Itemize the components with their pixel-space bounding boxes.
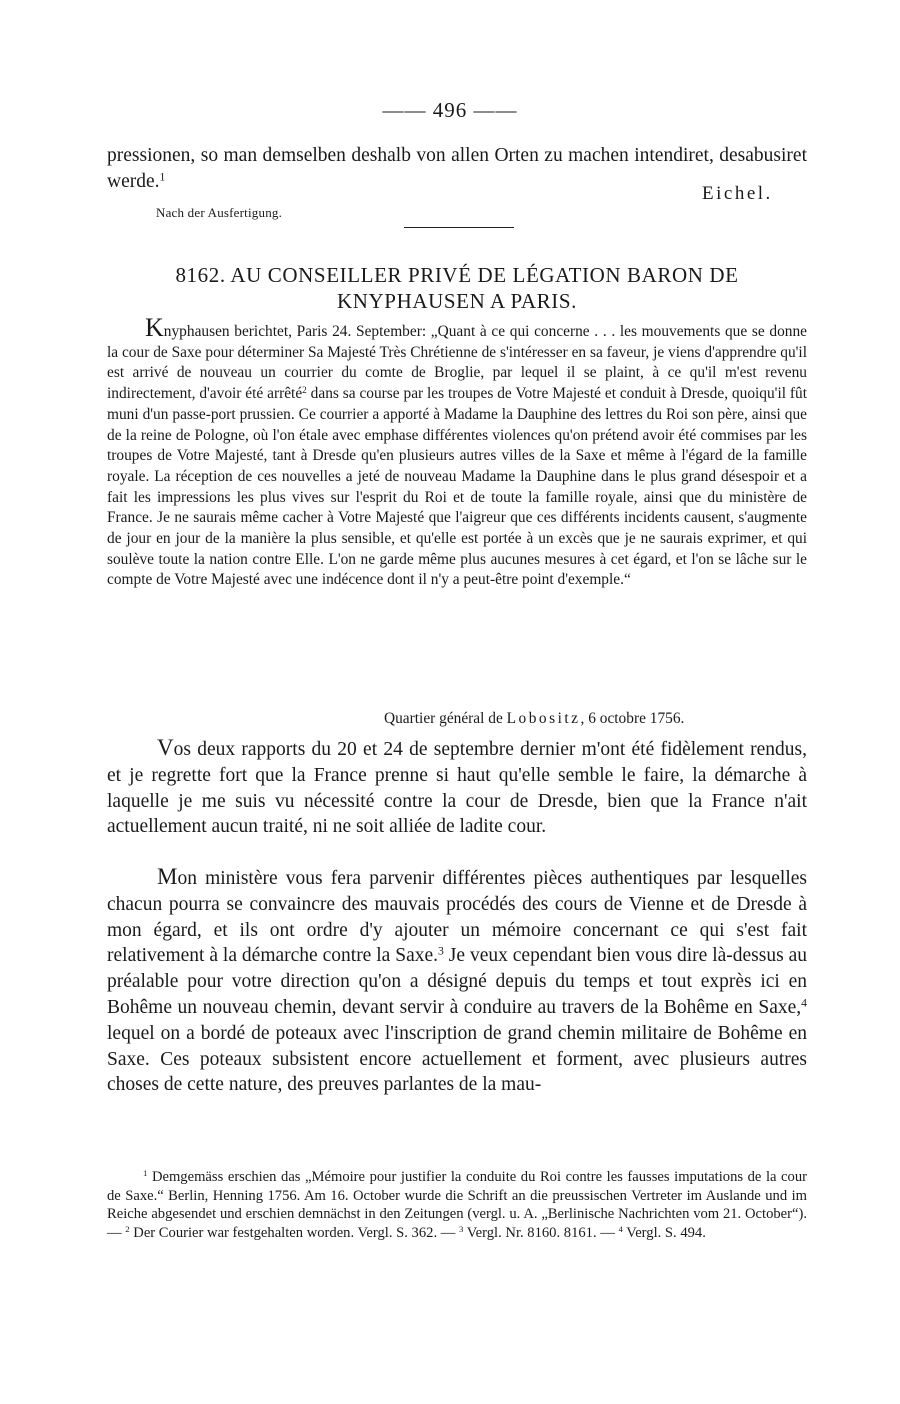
signature: Eichel. <box>702 183 773 204</box>
place-name: Lobositz <box>506 710 581 727</box>
page-number: —— 496 —— <box>382 98 518 122</box>
letter-paragraph-2 <box>107 866 807 1098</box>
footnote-ref-4: 4 <box>801 996 807 1010</box>
section-divider <box>404 227 514 228</box>
footnote-ref-1: 1 <box>159 170 166 184</box>
paragraph-2-text-b: Je veux cependant bien vous dire là-dessus au préalable pour votre direction qu'on a désigné depuis du temps et tout exprès ici en Bohême un nouveau chemin, devant servir à conduire au travers de la Bohême en Saxe, <box>107 945 807 1018</box>
footnote-4-text: Vergl. S. 494. <box>622 1224 706 1241</box>
report-initial: K <box>145 313 164 342</box>
footnote-1-mark: 1 <box>143 1168 148 1179</box>
place-date-line <box>384 710 684 728</box>
paragraph-2-text-c: lequel on a bordé de poteaux avec l'inscription de grand chemin militaire de Bohême en Saxe. Ces poteaux subsistent encore actuellement et forment, avec plusieurs autres choses de cette nature, des preuves parlantes de la mau- <box>107 1022 807 1096</box>
footnotes <box>107 1168 807 1242</box>
paragraph-1-initial: V <box>157 735 174 760</box>
letter-heading-line-1: 8162. AU CONSEILLER PRIVÉ DE LÉGATION BARON DE <box>175 263 739 287</box>
report-text-continued: dans sa course par les troupes de Votre Majesté et conduit à Dresde, quoiqu'il fût muni d'un passe-port prussien. Ce courrier a apporté à Madame la Dauphine des lettres du Roi son père, ainsi que de la reine de Pologne, où l'on étale avec emphase différentes violences qu'on prétend avoir été commises par les troupes de Votre Majesté, tant à Dresde qu'en plusieurs autres villes de la Saxe et même à l'égard de la famille royale. La réception de ces nouvelles a jeté de nouveau Madame la Dauphine dans le plus grand désespoir et a fait les impressions les plus vives sur l'esprit du Roi et de toute la famille royale, ainsi que du ministère de France. Je ne saurais même cacher à Votre Majesté que l'aigreur que ces différents incidents causent, s'augmente de jour en jour de la manière la plus sensible, et qu'elle est portée à un excès que je ne saurais exprimer, et qui soulève toute la nation contre Elle. L'on ne garde même plus aucunes mesures à cet égard, et l'on se lâche sur le compte de Votre Majesté avec une indécence dont il n'y a peut-être point d'exemple.“ <box>107 385 807 589</box>
footnote-3-mark: 3 <box>459 1223 464 1234</box>
place-date: , 6 octobre 1756. <box>580 710 685 727</box>
report-text: nyphausen berichtet, Paris 24. September: „Quant à ce qui concerne . . . les mouvements que se donne la cour de Saxe pour déterminer Sa Majesté Très Chrétienne de s'intéresser en sa faveur, je viens d'apprendre qu'il est arrivé de nouveau un courrier du comte de Broglie, par lequel il se plaint, à ce qu'il m'est revenu indirectement, d'avoir été arrêté <box>107 323 807 403</box>
letter-heading <box>107 262 807 314</box>
continuation-text: pressionen, so man demselben deshalb von allen Orten zu machen intendiret, desabusiret werde. <box>107 145 807 192</box>
footnote-ref-2: 2 <box>302 385 307 396</box>
footnote-2-mark: 2 <box>125 1223 130 1234</box>
source-note: Nach der Ausfertigung. <box>156 205 283 220</box>
paragraph-1-text: os deux rapports du 20 et 24 de septembre dernier m'ont été fidèlement rendus, et je regrette fort que la France prenne si haut qu'elle semble le faire, la démarche à laquelle je me suis vu nécessité contre la cour de Dresde, bien que la France n'ait actuellement aucun traité, ni ne soit alliée de ladite cour. <box>107 739 807 838</box>
paragraph-2-initial: M <box>157 864 178 889</box>
letter-heading-line-2: KNYPHAUSEN A PARIS. <box>337 289 577 313</box>
paragraph-2-text-a: on ministère vous fera parvenir différentes pièces authentiques par lesquelles chacun pourra se convaincre des mauvais procédés des cours de Vienne et de Dresde à mon égard, et ils ont ordre d'y ajouter un mémoire concernant ce qui s'est fait relativement à la démarche contre la Saxe. <box>107 868 807 967</box>
footnote-2-text: Der Courier war festgehalten worden. Vergl. S. 362. — <box>129 1224 459 1241</box>
place-prefix: Quartier général de <box>384 710 507 727</box>
footnote-ref-3: 3 <box>438 944 444 958</box>
report-summary <box>107 313 807 591</box>
footnote-1-text: Demgemäss erschien das „Mémoire pour justifier la conduite du Roi contre les fausses imputations de la cour de Saxe.“ Berlin, Henning 1756. Am 16. October wurde die Schrift an die preussischen Vertreter im Auslande und im Reiche abgesendet und erschien demnächst in den Zeitungen (vergl. u. A. „Berlinische Nachrichten vom 21. October“). — <box>107 1169 807 1241</box>
footnote-4-mark: 4 <box>618 1223 623 1234</box>
footnote-3-text: Vergl. Nr. 8160. 8161. — <box>463 1224 619 1241</box>
letter-paragraph-1 <box>107 737 807 840</box>
